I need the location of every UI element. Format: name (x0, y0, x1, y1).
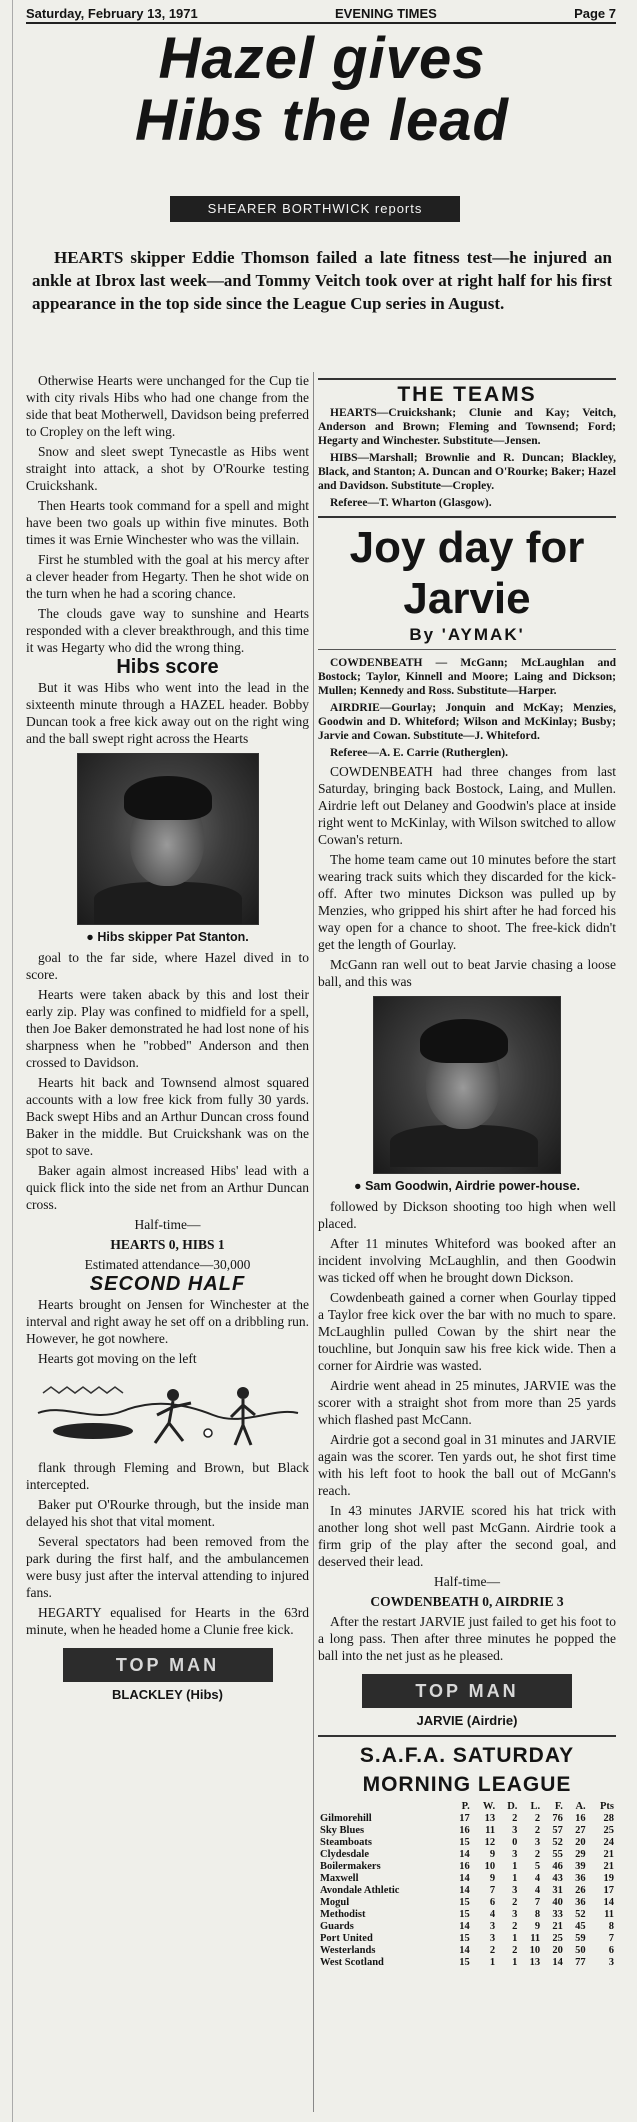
table-cell: 46 (552, 1861, 563, 1872)
intro-paragraph: HEARTS skipper Eddie Thomson failed a late fitness test—he injured an ankle at Ibrox last week—and Tommy Veitch took over at right half for his first appearance in the top side since the League Cup series in August. (32, 248, 612, 313)
league-column-header: F. (554, 1801, 563, 1812)
table-cell: 1 (489, 1957, 496, 1968)
table-cell: 17 (459, 1813, 470, 1824)
photo-caption: ● Hibs skipper Pat Stanton. (86, 930, 249, 944)
table-cell: 3 (489, 1921, 496, 1932)
table-cell: 36 (575, 1873, 586, 1884)
article-paragraph: After 11 minutes Whiteford was booked after an incident involving McLaughlin, and then Goodwin was ticked off when he brought down Dickson. (318, 1236, 616, 1285)
article-paragraph: COWDENBEATH had three changes from last Saturday, bringing back Bostock, Laing, and Mullen. Airdrie left out Delaney and Goodwin's place at inside right went to McKinlay, with Wilson switched to allow Cowan's return. (318, 764, 616, 847)
headline-line-1: Hazel gives (158, 26, 486, 91)
table-row (318, 1933, 616, 1945)
article-paragraph: In 43 minutes JARVIE scored his hat trick with another long shot well past McGann. Airdrie took a firm grip of the play after the second goal, and deserved their lead. (318, 1503, 616, 1569)
table-cell: Gilmorehill (320, 1813, 372, 1824)
table-cell: 5 (534, 1861, 541, 1872)
article-paragraph: First he stumbled with the goal at his mercy after a clever header from Hegarty. Then he shot wide on the turn when he had a scoring chance. (26, 552, 309, 601)
table-row (318, 1813, 616, 1825)
table-cell: 14 (459, 1945, 470, 1956)
table-cell: 57 (552, 1825, 563, 1836)
table-cell: 16 (575, 1813, 586, 1824)
table-cell: 16 (459, 1825, 470, 1836)
referee: Referee—A. E. Carrie (Rutherglen). (330, 747, 508, 759)
teams-lineups (318, 406, 616, 510)
table-cell: 8 (534, 1909, 541, 1920)
article-paragraph: Then Hearts took command for a spell and might have been two goals up within five minutes. Both times it was Ernie Winchester who was the villain. (26, 498, 309, 547)
table-cell: 15 (459, 1957, 470, 1968)
table-cell: 2 (534, 1813, 541, 1824)
table-cell: 11 (530, 1933, 541, 1944)
article-paragraph: followed by Dickson shooting too high when well placed. (318, 1199, 616, 1231)
article-paragraph: goal to the far side, where Hazel dived in to score. (26, 950, 309, 982)
table-cell: 14 (459, 1885, 470, 1896)
table-cell: 50 (575, 1945, 586, 1956)
table-cell: 16 (459, 1861, 470, 1872)
table-cell: 15 (459, 1837, 470, 1848)
masthead-date: Saturday, February 13, 1971 (26, 5, 198, 21)
table-cell: 7 (489, 1885, 496, 1896)
top-man-banner: TOP MAN (63, 1648, 273, 1682)
table-row (318, 1873, 616, 1885)
article-paragraph: Otherwise Hearts were unchanged for the Cup tie with city rivals Hibs who had one change from the side that beat Motherwell, Davidson being preferred to Cropley on the left wing. (26, 373, 309, 439)
table-row (318, 1861, 616, 1873)
table-cell: 1 (512, 1933, 518, 1944)
table-cell: 2 (512, 1897, 518, 1908)
subheading-hibs-score: Hibs score (116, 656, 219, 678)
table-cell: 21 (552, 1921, 563, 1932)
table-cell: 28 (603, 1813, 614, 1824)
table-cell: 3 (534, 1837, 541, 1848)
league-title-line-1: S.A.F.A. SATURDAY (359, 1744, 575, 1767)
table-row (318, 1897, 616, 1909)
masthead-page: Page 7 (574, 5, 616, 21)
table-cell: 11 (604, 1909, 614, 1920)
league-column-header: W. (482, 1801, 496, 1812)
divider (318, 1735, 616, 1737)
halftime-score: COWDENBEATH 0, AIRDRIE 3 (370, 1594, 564, 1609)
table-cell: 26 (575, 1885, 586, 1896)
article-paragraph: Baker again almost increased Hibs' lead with a quick flick into the side net from an Arthur Duncan cross. (26, 1163, 309, 1212)
article-paragraph: Several spectators had been removed from the park during the first half, and the ambulancemen were busy just after the interval attending to injured fans. (26, 1534, 309, 1600)
table-cell: 3 (608, 1957, 614, 1968)
table-cell: 39 (575, 1861, 586, 1872)
table-cell: 2 (512, 1945, 518, 1956)
table-cell: 3 (512, 1885, 518, 1896)
halftime-score: HEARTS 0, HIBS 1 (110, 1237, 225, 1252)
table-cell: 31 (552, 1885, 563, 1896)
article-paragraph: Hearts brought on Jensen for Winchester at the interval and right away he set off on a dribbling run. However, he got nowhere. (26, 1297, 309, 1346)
left-column (26, 372, 309, 1706)
article-paragraph: But it was Hibs who went into the lead in the sixteenth minute through a HAZEL header. Bobby Duncan took a free kick away out on the right wing and the ball swept right across the Hearts (26, 680, 309, 746)
referee: Referee—T. Wharton (Glasgow). (330, 497, 492, 509)
byline-banner: SHEARER BORTHWICK reports (170, 196, 460, 222)
table-cell: 6 (608, 1945, 614, 1956)
table-row (318, 1885, 616, 1897)
table-cell: 15 (459, 1933, 470, 1944)
article-paragraph: HEGARTY equalised for Hearts in the 63rd minute, when he headed home a Clunie free kick. (26, 1605, 309, 1637)
league-title-line-2: MORNING LEAGUE (362, 1773, 572, 1796)
table-cell: 3 (512, 1825, 518, 1836)
football-sketch-icon (33, 1373, 303, 1453)
table-cell: 33 (552, 1909, 563, 1920)
table-cell: 13 (484, 1813, 496, 1824)
table-cell: 4 (534, 1885, 541, 1896)
byline-aymak: By 'AYMAK' (409, 625, 525, 644)
table-row (318, 1909, 616, 1921)
league-table (318, 1801, 616, 1969)
table-cell: 40 (552, 1897, 563, 1908)
table-cell: 2 (512, 1813, 518, 1824)
table-cell: 2 (512, 1921, 518, 1932)
table-cell: 20 (552, 1945, 563, 1956)
table-cell: 1 (512, 1873, 518, 1884)
table-cell: 59 (575, 1933, 586, 1944)
table-cell: 2 (489, 1945, 496, 1956)
teams-title: THE TEAMS (397, 383, 537, 406)
top-man-name: BLACKLEY (Hibs) (112, 1687, 223, 1702)
table-cell: 0 (512, 1837, 518, 1848)
column-divider (313, 372, 314, 2112)
halftime-label: Half-time— (434, 1574, 500, 1589)
table-row (318, 1921, 616, 1933)
divider (318, 649, 616, 650)
masthead (26, 4, 616, 24)
masthead-paper: EVENING TIMES (334, 5, 437, 21)
page-edge-rule (12, 0, 13, 2122)
league-column-header: Pts (600, 1801, 614, 1812)
table-cell: Methodist (320, 1909, 366, 1920)
table-cell: Boilermakers (320, 1861, 381, 1872)
table-cell: Westerlands (320, 1945, 376, 1956)
league-table-body (318, 1813, 616, 1969)
table-cell: 3 (512, 1909, 518, 1920)
table-cell: 25 (603, 1825, 614, 1836)
table-cell: 17 (603, 1885, 614, 1896)
table-cell: Steamboats (320, 1837, 372, 1848)
table-row (318, 1837, 616, 1849)
table-cell: 20 (575, 1837, 586, 1848)
photo-caption: ● Sam Goodwin, Airdrie power-house. (354, 1179, 580, 1193)
table-cell: 2 (534, 1849, 541, 1860)
cowdenbeath-lineup: COWDENBEATH — McGann; McLaughlan and Bostock; Taylor, Kinnell and Moore; Laing and Dickson; Mullen; Kennedy and Ross. Substitute—Harper. (318, 657, 616, 697)
table-cell: 45 (575, 1921, 586, 1932)
divider (318, 378, 616, 380)
table-cell: 25 (552, 1933, 563, 1944)
league-column-header: P. (461, 1801, 470, 1812)
photo-sam-goodwin (373, 996, 561, 1174)
hibs-lineup: HIBS—Marshall; Brownlie and R. Duncan; Blackley, Black, and Stanton; A. Duncan and O'Rourke; Baker; Hazel and Davidson. Substitute—Cropley. (318, 452, 616, 492)
table-cell: 1 (512, 1957, 518, 1968)
airdrie-lineup: AIRDRIE—Gourlay; Jonquin and McKay; Menzies, Goodwin and D. Whiteford; Wilson and McKinlay; Busby; Jarvie and Cowan. Substitute—J. Whiteford. (318, 702, 616, 742)
table-cell: 24 (603, 1837, 614, 1848)
table-cell: Mogul (320, 1897, 350, 1908)
table-cell: 3 (489, 1933, 496, 1944)
table-cell: 11 (485, 1825, 496, 1836)
table-cell: Maxwell (320, 1873, 359, 1884)
bullet-icon: ● (86, 930, 94, 944)
headline-line-2: Hibs the lead (135, 88, 509, 153)
top-man-name: JARVIE (Airdrie) (416, 1713, 518, 1728)
article-paragraph: Snow and sleet swept Tynecastle as Hibs went straight into attack, a shot by O'Rourke testing Cruickshank. (26, 444, 309, 493)
joy-headline-line-1: Joy day for (349, 523, 585, 572)
table-cell: 21 (603, 1861, 614, 1872)
table-cell: 2 (534, 1825, 541, 1836)
table-cell: 14 (459, 1849, 470, 1860)
table-cell: 6 (489, 1897, 496, 1908)
article-paragraph: Hearts were taken aback by this and lost their early zip. Play was confined to midfield for a spell, then Joe Baker demonstrated he had lost none of his sharpness when he "robbed" Anderson and then crossed to Davidson. (26, 987, 309, 1070)
divider (318, 516, 616, 518)
table-cell: 9 (489, 1873, 496, 1884)
bullet-icon: ● (354, 1179, 362, 1193)
article-paragraph: The home team came out 10 minutes before the start wearing track suits which they discarded for the kick-off. After two minutes Dickson was pulled up by Menzies, who gripped his shirt after he had forced his way open for a chance to shoot. The free-kick didn't get the length of Gourlay. (318, 852, 616, 952)
table-cell: 55 (552, 1849, 563, 1860)
table-cell: 1 (512, 1861, 518, 1872)
league-column-header: A. (575, 1801, 586, 1812)
subheading-second-half: SECOND HALF (89, 1273, 246, 1295)
table-cell: 8 (608, 1921, 614, 1932)
table-cell: Sky Blues (320, 1825, 365, 1836)
headline (22, 28, 622, 152)
table-cell: West Scotland (320, 1957, 384, 1968)
hearts-lineup: HEARTS—Cruickshank; Clunie and Kay; Veitch, Anderson and Brown; Fleming and Townsend; Ford; Hegarty and Winchester. Substitute—Jensen. (318, 407, 616, 447)
table-row (318, 1825, 616, 1837)
top-man-banner: TOP MAN (362, 1674, 572, 1708)
table-cell: 19 (603, 1873, 614, 1884)
table-cell: Clydesdale (320, 1849, 370, 1860)
table-row (318, 1945, 616, 1957)
table-cell: 10 (529, 1945, 541, 1956)
article-paragraph: Baker put O'Rourke through, but the inside man delayed his shot that vital moment. (26, 1497, 309, 1529)
league-column-header (318, 1801, 449, 1813)
league-column-header: D. (507, 1801, 518, 1812)
table-cell: 4 (534, 1873, 541, 1884)
article-paragraph: McGann ran well out to beat Jarvie chasing a loose ball, and this was (318, 957, 616, 989)
table-cell: 76 (552, 1813, 563, 1824)
table-cell: 9 (534, 1921, 541, 1932)
table-cell: 29 (575, 1849, 586, 1860)
league-column-header: L. (530, 1801, 541, 1812)
table-cell: 7 (608, 1933, 614, 1944)
article-paragraph: Hearts got moving on the left (38, 1351, 197, 1366)
table-cell: 43 (552, 1873, 563, 1884)
table-row (318, 1957, 616, 1969)
article-paragraph: Airdrie went ahead in 25 minutes, JARVIE was the scorer with a straight shot from more than 25 yards which flashed past McCann. (318, 1378, 616, 1427)
table-cell: 14 (459, 1921, 470, 1932)
article-paragraph: Airdrie got a second goal in 31 minutes and JARVIE again was the scorer. Ten yards out, he shot first time with his left foot to hook the ball out of McGann's reach. (318, 1432, 616, 1498)
table-cell: 21 (603, 1849, 614, 1860)
table-cell: Guards (320, 1921, 354, 1932)
table-cell: 10 (484, 1861, 496, 1872)
table-cell: Avondale Athletic (320, 1885, 400, 1896)
table-cell: 27 (575, 1825, 586, 1836)
table-cell: 52 (552, 1837, 563, 1848)
right-column (318, 372, 616, 1969)
attendance: Estimated attendance—30,000 (84, 1257, 251, 1272)
joy-headline-line-2: Jarvie (403, 574, 531, 623)
table-cell: 15 (459, 1897, 470, 1908)
table-cell: 52 (575, 1909, 586, 1920)
table-cell: 14 (552, 1957, 563, 1968)
table-cell: Port United (320, 1933, 373, 1944)
table-cell: 36 (575, 1897, 586, 1908)
table-cell: 77 (575, 1957, 586, 1968)
table-cell: 9 (489, 1849, 496, 1860)
table-cell: 12 (484, 1837, 496, 1848)
league-table-header (318, 1801, 616, 1813)
table-cell: 15 (459, 1909, 470, 1920)
table-cell: 14 (459, 1873, 470, 1884)
table-cell: 14 (603, 1897, 614, 1908)
halftime-label: Half-time— (134, 1217, 201, 1232)
photo-pat-stanton (77, 753, 259, 925)
article-paragraph: The clouds gave way to sunshine and Hearts responded with a clever breakthrough, and this time it was Hegarty who did the wrong thing. (26, 606, 309, 655)
table-cell: 7 (534, 1897, 541, 1908)
article-paragraph: Cowdenbeath gained a corner when Gourlay tipped a Taylor free kick over the bar with no much to spare. McLaughlin pulled Cowan by the shirt near the touchline, but Jonquin saw his free kick wide. Then a corner for Airdrie was wasted. (318, 1290, 616, 1373)
table-cell: 4 (489, 1909, 496, 1920)
article-paragraph: Hearts hit back and Townsend almost squared accounts with a low free kick from fully 30 yards. Back swept Hibs and an Arthur Duncan cross found Baker in the middle. But Cruickshank was on the spot to save. (26, 1075, 309, 1158)
table-row (318, 1849, 616, 1861)
cup-lineups (318, 656, 616, 760)
table-cell: 3 (512, 1849, 518, 1860)
table-cell: 13 (529, 1957, 541, 1968)
article-paragraph: flank through Fleming and Brown, but Black intercepted. (26, 1460, 309, 1492)
article-paragraph: After the restart JARVIE just failed to get his foot to a long pass. Then after three minutes he popped the ball into the net just as he pleased. (318, 1614, 616, 1663)
